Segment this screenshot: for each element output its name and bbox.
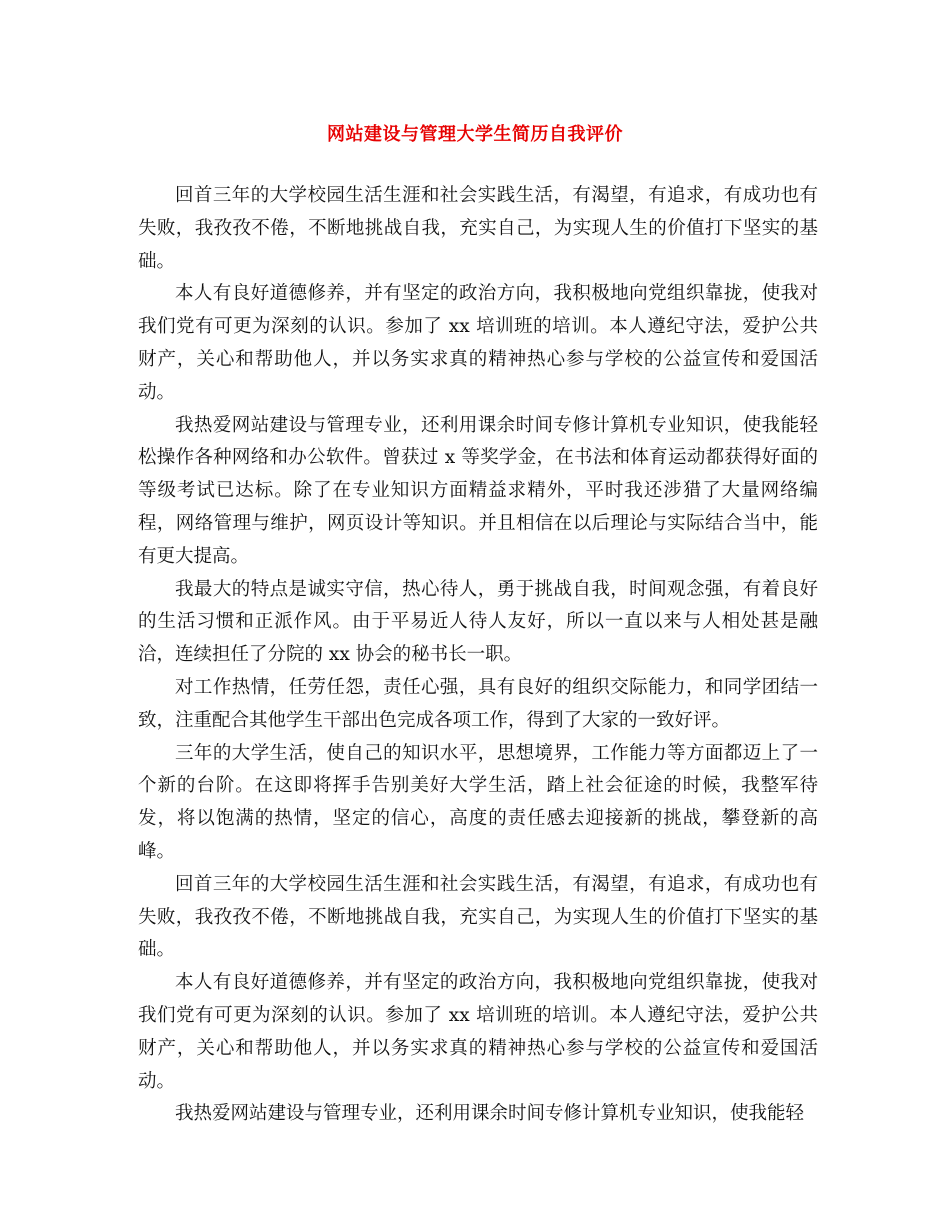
paragraph: 我热爱网站建设与管理专业，还利用课余时间专修计算机专业知识，使我能轻松操作各种网络和办公软件。曾获过 x 等奖学金，在书法和体育运动都获得好面的等级考试已达标。除了在专业知识方面精益求精外，平时我还涉猎了大量网络编程，网络管理与维护，网页设计等知识。并且相信在以后理论与实际结合当中，能有更大提高。 <box>138 414 818 567</box>
document-body <box>138 180 818 1131</box>
paragraph: 三年的大学生活，使自己的知识水平，思想境界，工作能力等方面都迈上了一个新的台阶。在这即将挥手告别美好大学生活，踏上社会征途的时候，我整军待发，将以饱满的热情，坚定的信心，高度的责任感去迎接新的挑战，攀登新的高峰。 <box>138 742 818 862</box>
paragraph: 本人有良好道德修养，并有坚定的政治方向，我积极地向党组织靠拢，使我对我们党有可更为深刻的认识。参加了 xx 培训班的培训。本人遵纪守法，爱护公共财产，关心和帮助他人，并以务实求真的精神热心参与学校的公益宣传和爱国活动。 <box>138 283 818 403</box>
paragraph: 对工作热情，任劳任怨，责任心强，具有良好的组织交际能力，和同学团结一致，注重配合其他学生干部出色完成各项工作，得到了大家的一致好评。 <box>138 676 818 731</box>
paragraph: 我最大的特点是诚实守信，热心待人，勇于挑战自我，时间观念强，有着良好的生活习惯和正派作风。由于平易近人待人友好，所以一直以来与人相处甚是融洽，连续担任了分院的 xx 协会的秘书长一职。 <box>138 578 818 666</box>
paragraph: 本人有良好道德修养，并有坚定的政治方向，我积极地向党组织靠拢，使我对我们党有可更为深刻的认识。参加了 xx 培训班的培训。本人遵纪守法，爱护公共财产，关心和帮助他人，并以务实求真的精神热心参与学校的公益宣传和爱国活动。 <box>138 972 818 1092</box>
document-title: 网站建设与管理大学生简历自我评价 <box>327 124 623 145</box>
paragraph: 回首三年的大学校园生活生涯和社会实践生活，有渴望，有追求，有成功也有失败，我孜孜不倦，不断地挑战自我，充实自己，为实现人生的价值打下坚实的基础。 <box>138 873 818 961</box>
paragraph: 回首三年的大学校园生活生涯和社会实践生活，有渴望，有追求，有成功也有失败，我孜孜不倦，不断地挑战自我，充实自己，为实现人生的价值打下坚实的基础。 <box>138 185 818 272</box>
paragraph: 我热爱网站建设与管理专业，还利用课余时间专修计算机专业知识，使我能轻 <box>175 1103 805 1125</box>
